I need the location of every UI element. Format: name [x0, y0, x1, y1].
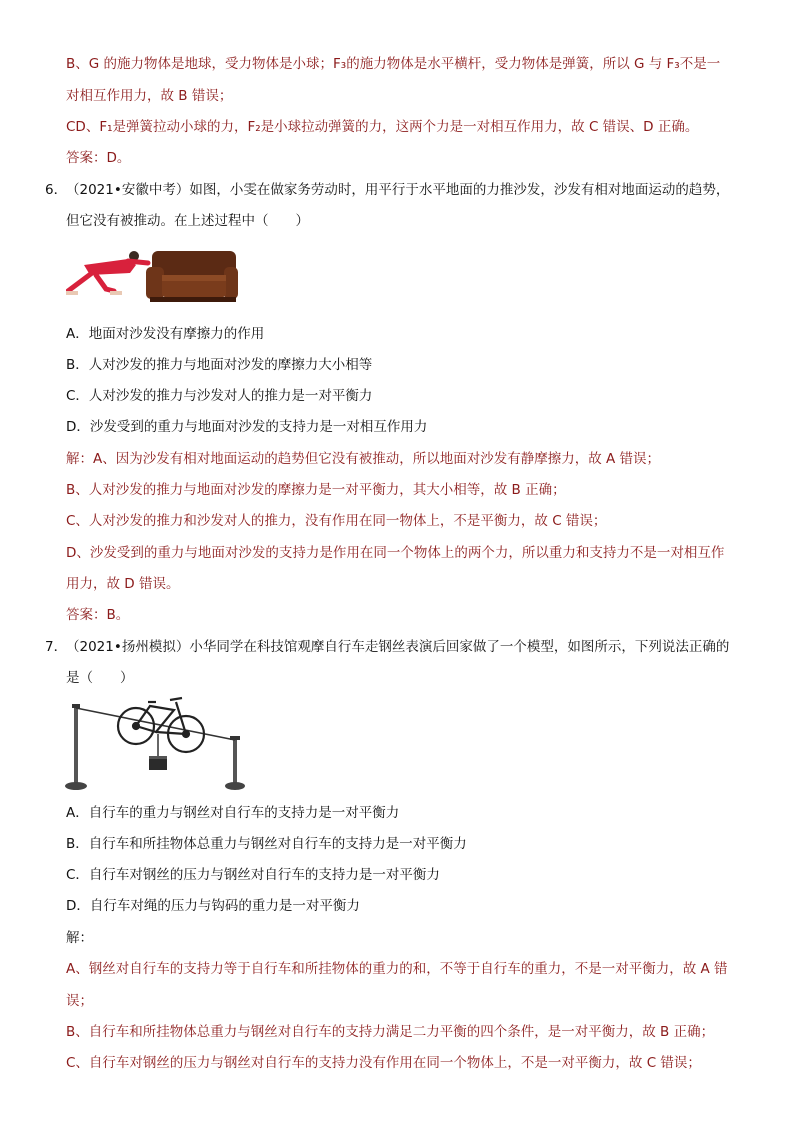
q7-solution-line2: 误； [66, 993, 93, 1009]
sofa-illustration [146, 251, 238, 302]
bicycle [118, 698, 204, 752]
right-pole [225, 736, 245, 790]
q7-stem-line1: （2021•扬州模拟）小华同学在科技馆观摩自行车走钢丝表演后回家做了一个模型，如图所示，下列说法正确的 [66, 639, 730, 655]
q7-option-c: C．自行车对钢丝的压力与钢丝对自行车的支持力是一对平衡力 [66, 867, 440, 883]
sofa-push-figure [66, 245, 238, 303]
q7-solution-head: 解： [66, 930, 93, 946]
bicycle-wire-figure [64, 692, 250, 792]
q6-stem-line1: （2021•安徽中考）如图，小雯在做家务劳动时，用平行于水平地面的力推沙发，沙发有相对地面运动的趋势， [66, 182, 730, 198]
q6-option-c: C．人对沙发的推力与沙发对人的推力是一对平衡力 [66, 388, 373, 404]
q6-option-a: A．地面对沙发没有摩擦力的作用 [66, 326, 265, 342]
q6-solution-line1: 解：A、因为沙发有相对地面运动的趋势但它没有被推动，所以地面对沙发有静摩擦力，故 A 错误； [66, 451, 661, 467]
q7-option-d: D．自行车对绳的压力与钩码的重力是一对平衡力 [66, 898, 360, 914]
q7-option-a: A．自行车的重力与钢丝对自行车的支持力是一对平衡力 [66, 805, 400, 821]
q6-solution-line4: D、沙发受到的重力与地面对沙发的支持力是作用在同一个物体上的两个力，所以重力和支持力不是一对相互作 [66, 545, 725, 561]
q7-solution-line3: B、自行车和所挂物体总重力与钢丝对自行车的支持力满足二力平衡的四个条件，是一对平衡力，故 B 正确； [66, 1024, 715, 1040]
q6-option-b: B．人对沙发的推力与地面对沙发的摩擦力大小相等 [66, 357, 373, 373]
q6-solution-line5: 用力，故 D 错误。 [66, 576, 180, 592]
q7-solution-line4: C、自行车对钢丝的压力与钢丝对自行车的支持力没有作用在同一个物体上，不是一对平衡力，故 C 错误； [66, 1055, 701, 1071]
q7-option-b: B．自行车和所挂物体总重力与钢丝对自行车的支持力是一对平衡力 [66, 836, 467, 852]
q6-number: 6． [45, 182, 68, 198]
q6-stem-line2: 但它没有被推动。在上述过程中（ ） [66, 213, 309, 229]
q6-solution-line2: B、人对沙发的推力与地面对沙发的摩擦力是一对平衡力，其大小相等，故 B 正确； [66, 482, 566, 498]
q7-number: 7． [45, 639, 68, 655]
q7-solution-line1: A、钢丝对自行车的支持力等于自行车和所挂物体的重力的和，不等于自行车的重力，不是一对平衡力，故 A 错 [66, 961, 728, 977]
q6-option-d: D．沙发受到的重力与地面对沙发的支持力是一对相互作用力 [66, 419, 428, 435]
q6-solution-line3: C、人对沙发的推力和沙发对人的推力，没有作用在同一物体上，不是平衡力，故 C 错误； [66, 513, 607, 529]
prev-answer: 答案：D。 [66, 150, 131, 166]
hanging-weight [149, 734, 167, 770]
steel-wire [76, 708, 235, 740]
left-pole [65, 704, 87, 790]
prev-solution-line3: CD、F₁是弹簧拉动小球的力，F₂是小球拉动弹簧的力，这两个力是一对相互作用力，故 C 错误、D 正确。 [66, 119, 699, 135]
q6-answer: 答案：B。 [66, 607, 130, 623]
prev-solution-line2: 对相互作用力，故 B 错误； [66, 88, 233, 104]
person-illustration [66, 251, 148, 295]
q7-stem-line2: 是（ ） [66, 670, 134, 686]
prev-solution-line1: B、G 的施力物体是地球，受力物体是小球；F₃的施力物体是水平横杆，受力物体是弹簧，所以 G 与 F₃不是一 [66, 56, 721, 72]
